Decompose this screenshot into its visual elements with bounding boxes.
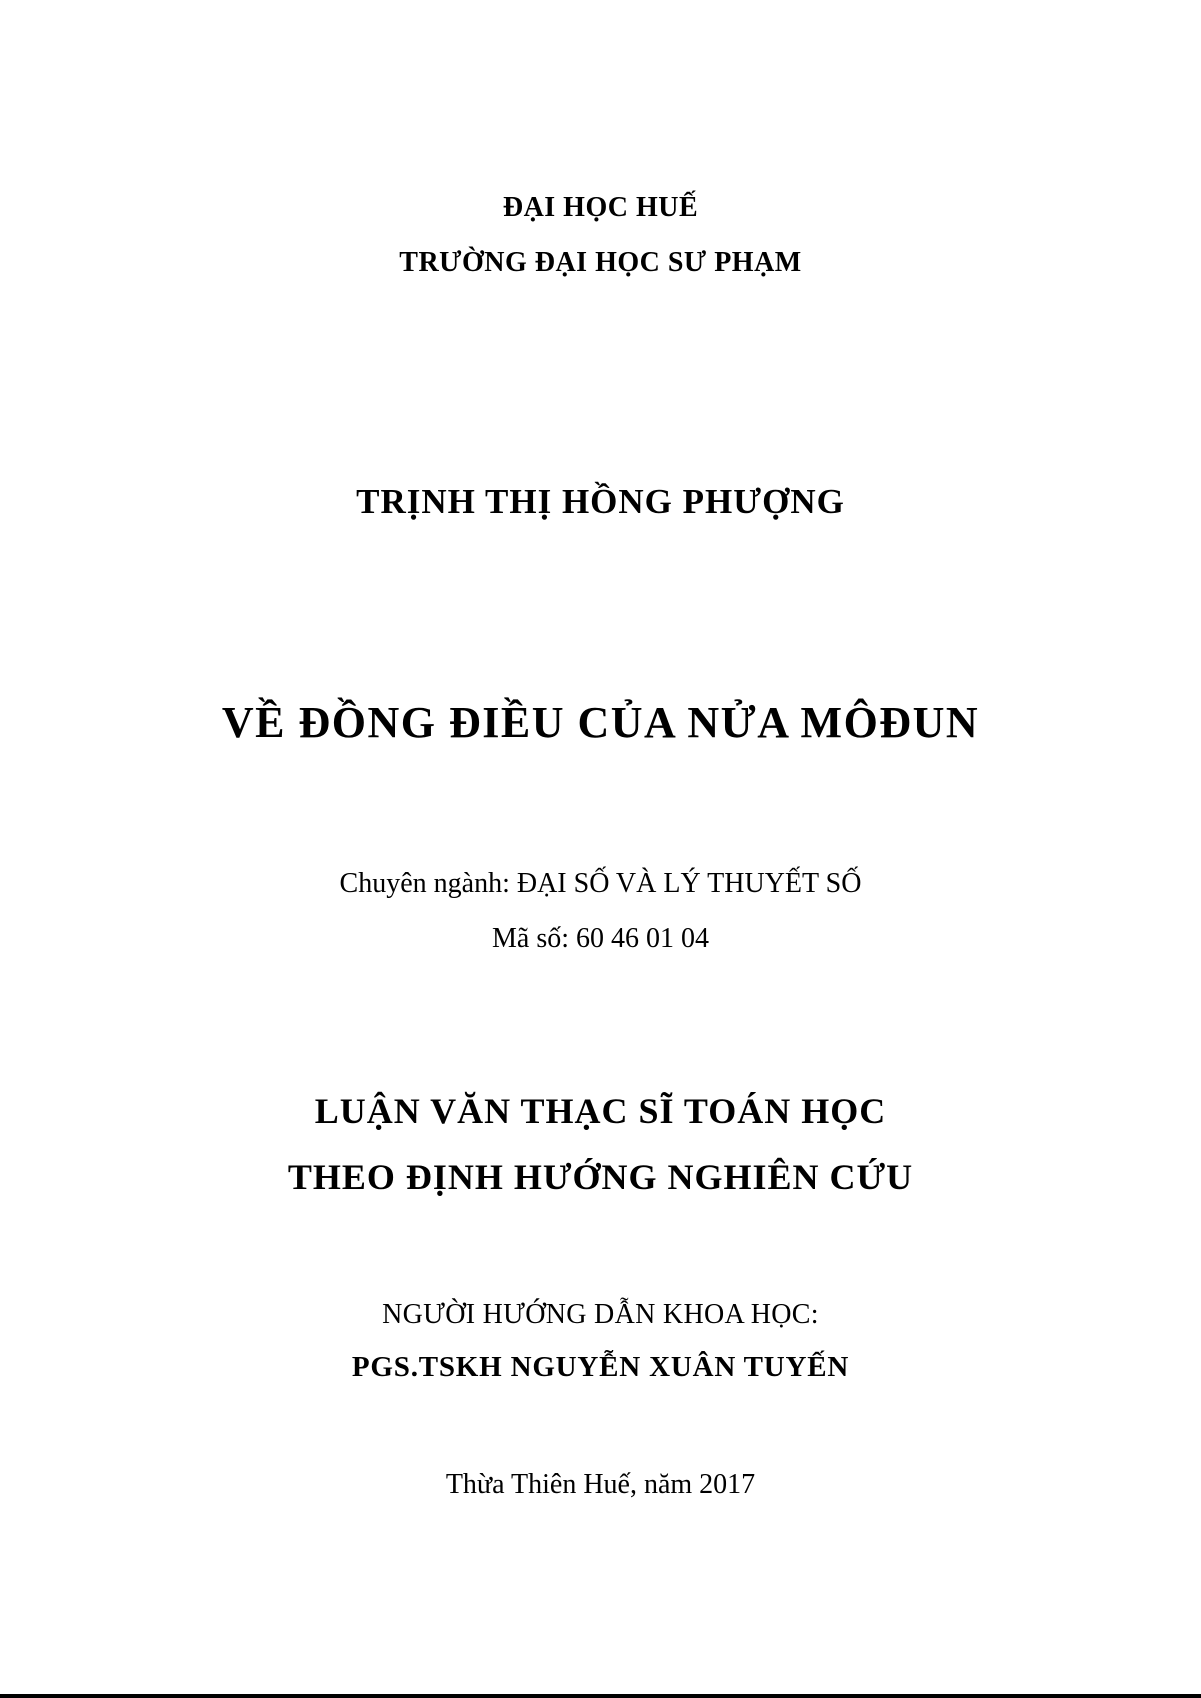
school-name: TRƯỜNG ĐẠI HỌC SƯ PHẠM [399, 247, 802, 278]
advisor-name: PGS.TSKH NGUYỄN XUÂN TUYẾN [351, 1351, 850, 1383]
author-name: TRỊNH THỊ HỒNG PHƯỢNG [356, 482, 845, 521]
bottom-border [0, 1694, 1201, 1698]
degree-line-1: LUẬN VĂN THẠC SĨ TOÁN HỌC [314, 1091, 887, 1131]
university-name: ĐẠI HỌC HUẾ [502, 192, 699, 223]
specialization-code: Mã số: 60 46 01 04 [492, 923, 709, 954]
advisor-label: NGƯỜI HƯỚNG DẪN KHOA HỌC: [382, 1299, 819, 1330]
specialization-major: Chuyên ngành: ĐẠI SỐ VÀ LÝ THUYẾT SỐ [339, 868, 862, 899]
degree-line-2: THEO ĐỊNH HƯỚNG NGHIÊN CỨU [287, 1157, 914, 1197]
thesis-title: VỀ ĐỒNG ĐIỀU CỦA NỬA MÔĐUN [221, 698, 980, 747]
place-and-year: Thừa Thiên Huế, năm 2017 [445, 1469, 756, 1500]
